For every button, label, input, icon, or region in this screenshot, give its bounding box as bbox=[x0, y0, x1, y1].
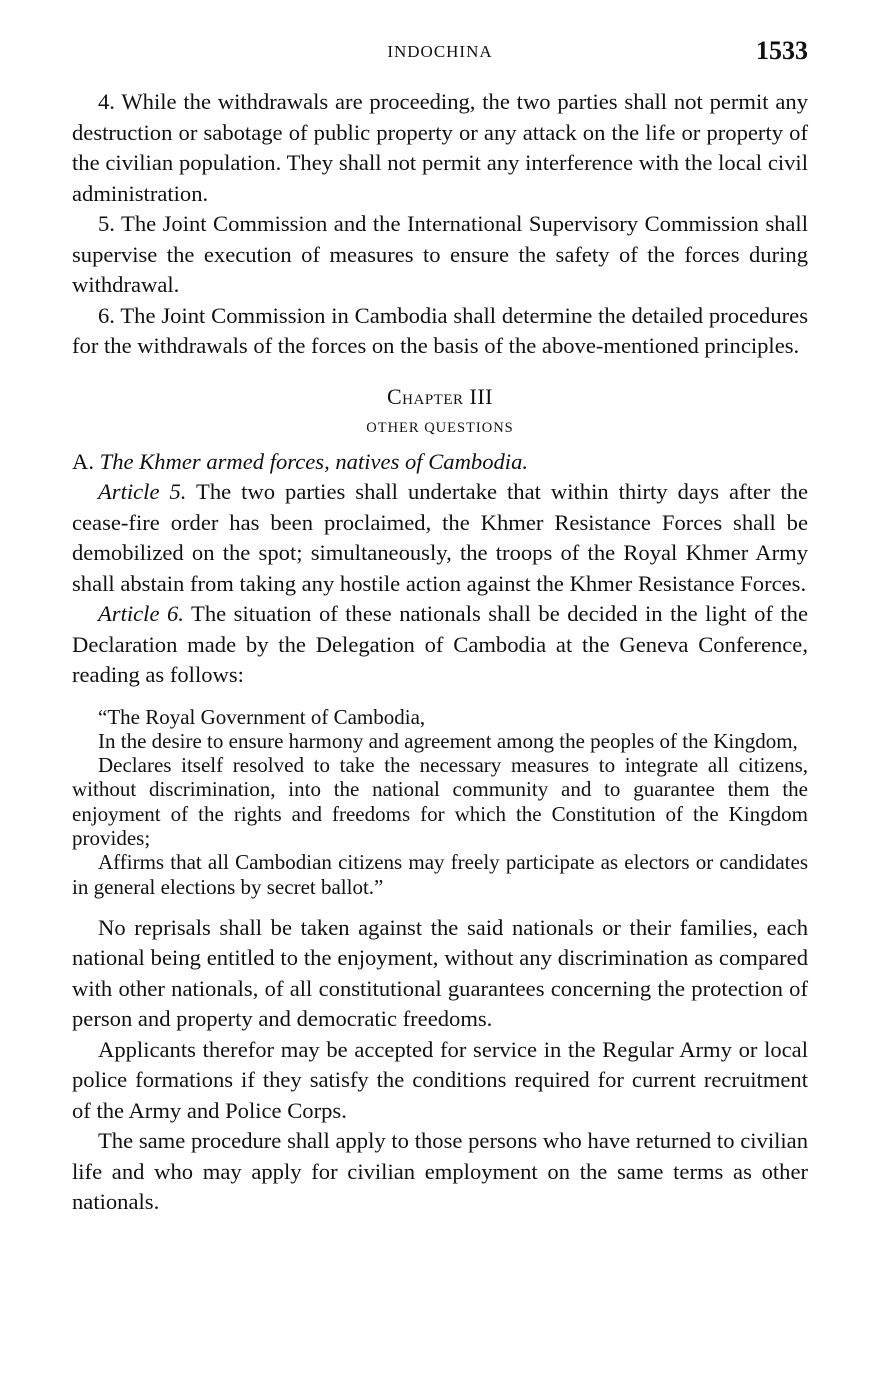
paragraph-4: 4. While the withdrawals are proceeding, the two parties shall not permit any destruction or sabotage of public property or any attack on the life or property of the civilian population. They shall not permit any interference with the local civil administration. bbox=[72, 89, 808, 206]
declaration-quote bbox=[72, 705, 808, 899]
quote-line: Declares itself resolved to take the necessary measures to integrate all citizens, without discrimination, into the national community and to guarantee them the enjoyment of the rights and freedoms for which the Constitution of the Kingdom provides; bbox=[72, 753, 808, 850]
chapter-numeral: III bbox=[469, 383, 493, 409]
article-6-text: The situation of these nationals shall be decided in the light of the Declaration made by the Delegation of Cambodia at the Geneva Conference, reading as follows: bbox=[72, 601, 809, 687]
quote-line: “The Royal Government of Cambodia, bbox=[98, 704, 426, 729]
article-6 bbox=[72, 599, 808, 691]
paragraph-procedure: The same procedure shall apply to those persons who have returned to civilian life and who may apply for civilian employment on the same terms as other nationals. bbox=[72, 1128, 808, 1215]
section-a-title: The Khmer armed forces, natives of Cambodia. bbox=[99, 448, 529, 474]
running-head bbox=[72, 36, 808, 66]
section-a-letter: A. bbox=[72, 448, 94, 474]
page-number: 1533 bbox=[756, 36, 808, 65]
running-title: INDOCHINA bbox=[387, 42, 493, 61]
article-6-label: Article 6. bbox=[98, 601, 184, 626]
quote-line: In the desire to ensure harmony and agreement among the peoples of the Kingdom, bbox=[98, 728, 798, 753]
paragraph-reprisals: No reprisals shall be taken against the said nationals or their families, each national being entitled to the enjoyment, without any discrimination as compared with other nationals, of all constitutional guarantees concerning the protection of person and property and democratic freedoms. bbox=[72, 914, 808, 1032]
chapter-subheading: OTHER QUESTIONS bbox=[366, 419, 514, 436]
document-body bbox=[72, 87, 808, 1218]
article-5-label: Article 5. bbox=[98, 479, 187, 504]
article-5 bbox=[72, 477, 808, 599]
quote-line: Affirms that all Cambodian citizens may freely participate as electors or candidates in general elections by secret ballot.” bbox=[72, 850, 808, 899]
paragraph-5: 5. The Joint Commission and the International Supervisory Commission shall supervise the execution of measures to ensure the safety of the forces during withdrawal. bbox=[72, 211, 808, 297]
section-a-heading bbox=[72, 447, 808, 478]
paragraph-6: 6. The Joint Commission in Cambodia shall determine the detailed procedures for the withdrawals of the forces on the basis of the above-mentioned principles. bbox=[72, 302, 808, 358]
paragraph-applicants: Applicants therefor may be accepted for service in the Regular Army or local police formations if they satisfy the conditions required for current recruitment of the Army and Police Corps. bbox=[72, 1036, 808, 1123]
chapter-heading bbox=[72, 384, 808, 410]
article-5-text: The two parties shall undertake that within thirty days after the cease-fire order has been proclaimed, the Khmer Resistance Forces shall be demobilized on the spot; simultaneously, the troops of the Royal Khmer Army shall abstain from taking any hostile action against the Khmer Resistance Forces. bbox=[72, 479, 808, 596]
chapter-word: Chapter bbox=[387, 383, 464, 409]
